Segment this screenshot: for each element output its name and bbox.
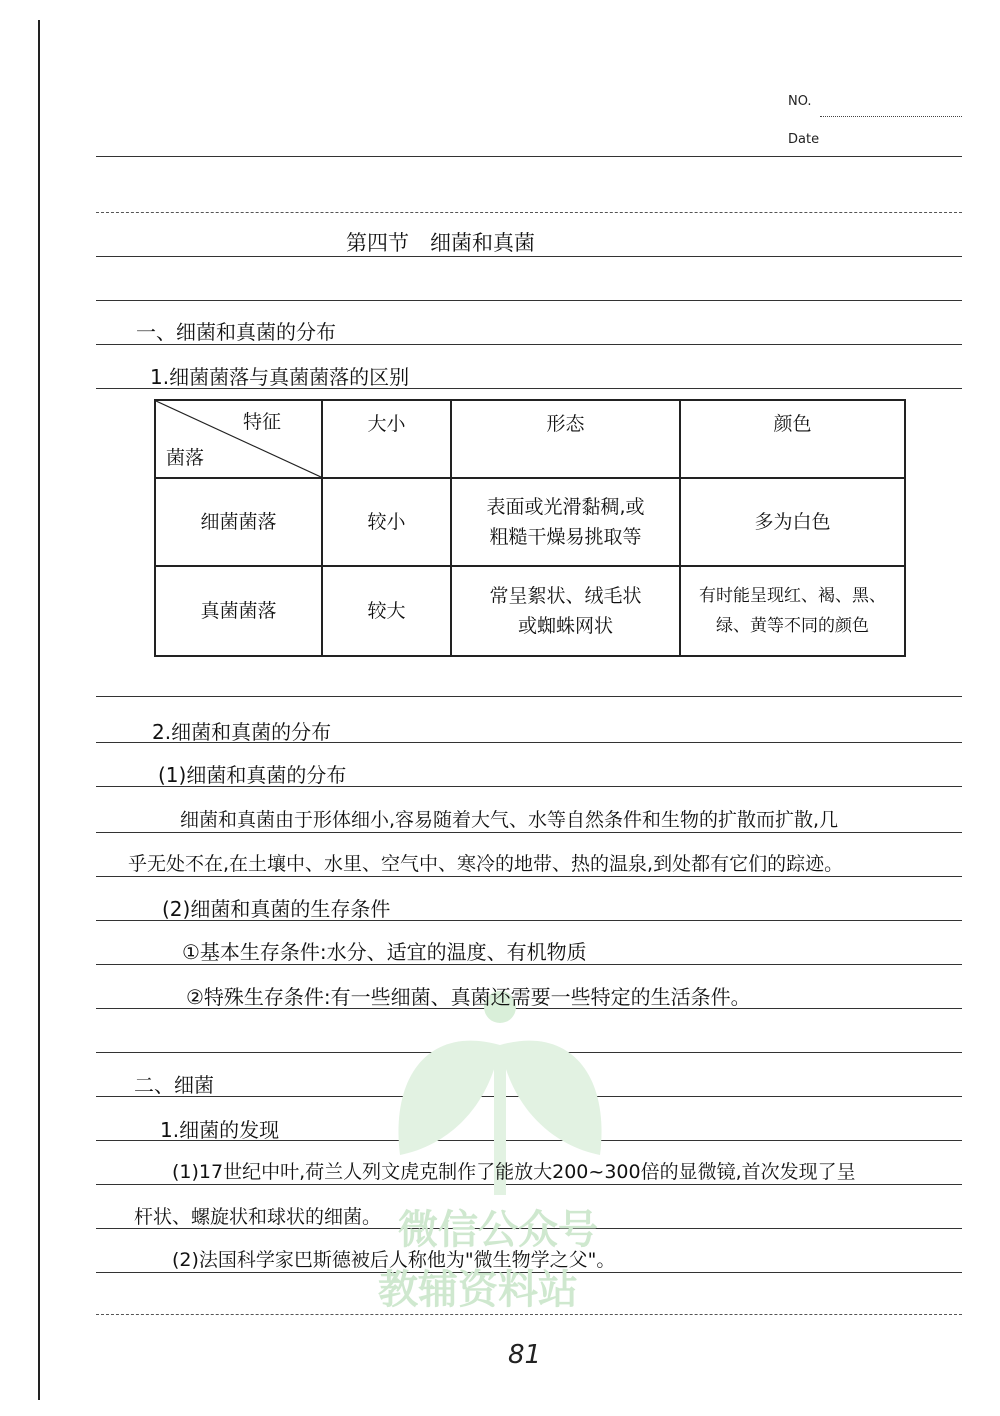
row-shape-line: 或蜘蛛网状 [517,615,613,637]
row-color-line: 有时能呈现红、褐、黑、 [699,586,886,606]
no-label: NO. [788,94,812,109]
condition-line: ①基本生存条件:水分、适宜的温度、有机物质 [182,940,587,964]
date-label: Date [788,132,820,147]
page-number: 81 [508,1340,542,1370]
row-shape-line: 粗糙干燥易挑取等 [489,526,642,548]
table-corner-cell [155,400,322,478]
rule-line [96,344,962,345]
subsection-heading: 2.细菌和真菌的分布 [152,720,332,744]
margin-line [38,20,40,1400]
rule-line [96,256,962,257]
rule-line [96,696,962,697]
column-header: 大小 [322,400,451,478]
row-shape-line: 常呈絮状、绒毛状 [489,585,642,607]
paragraph-line: (1)17世纪中叶,荷兰人列文虎克制作了能放大200~300倍的显微镜,首次发现了呈 [172,1161,856,1183]
paragraph-line: (2)法国科学家巴斯德被后人称他为"微生物学之父"。 [172,1249,616,1271]
condition-line: ②特殊生存条件:有一些细菌、真菌还需要一些特定的生活条件。 [186,985,751,1009]
paragraph-line: 杆状、螺旋状和球状的细菌。 [134,1206,382,1228]
row-size: 较大 [322,566,451,656]
row-shape-line: 表面或光滑黏稠,或 [486,496,645,518]
rule-line [96,876,962,877]
table-row [155,566,905,656]
rule-line [96,832,962,833]
row-color: 多为白色 [680,478,905,566]
row-shape [451,566,680,656]
watermark-line1: 微信公众号 [398,1207,598,1253]
corner-top-label: 特征 [242,411,281,433]
section-heading: 二、细菌 [134,1073,214,1097]
row-name: 真菌菌落 [155,566,322,656]
column-header: 颜色 [680,400,905,478]
comparison-table [154,399,906,657]
paragraph-line: 细菌和真菌由于形体细小,容易随着大气、水等自然条件和生物的扩散而扩散,几 [180,809,839,831]
item-heading: (2)细菌和真菌的生存条件 [162,897,391,921]
section-heading: 一、细菌和真菌的分布 [136,320,336,344]
subsection-heading: 1.细菌的发现 [160,1118,280,1142]
watermark-line2: 教辅资料站 [378,1267,578,1313]
paragraph-line: 乎无处不在,在土壤中、水里、空气中、寒冷的地带、热的温泉,到处都有它们的踪迹。 [128,853,844,875]
row-color [680,566,905,656]
rule-line [96,300,962,301]
rule-line [96,156,962,157]
page-title: 第四节 细菌和真菌 [346,231,535,255]
row-size: 较小 [322,478,451,566]
item-heading: (1)细菌和真菌的分布 [158,763,347,787]
table-row [155,478,905,566]
no-dotline [820,116,962,117]
column-header: 形态 [451,400,680,478]
row-name: 细菌菌落 [155,478,322,566]
row-shape [451,478,680,566]
subsection-heading: 1.细菌菌落与真菌菌落的区别 [150,365,410,389]
corner-bottom-label: 菌落 [166,447,205,469]
rule-line [96,212,962,213]
rule-line [96,964,962,965]
row-color-line: 绿、黄等不同的颜色 [716,616,869,636]
